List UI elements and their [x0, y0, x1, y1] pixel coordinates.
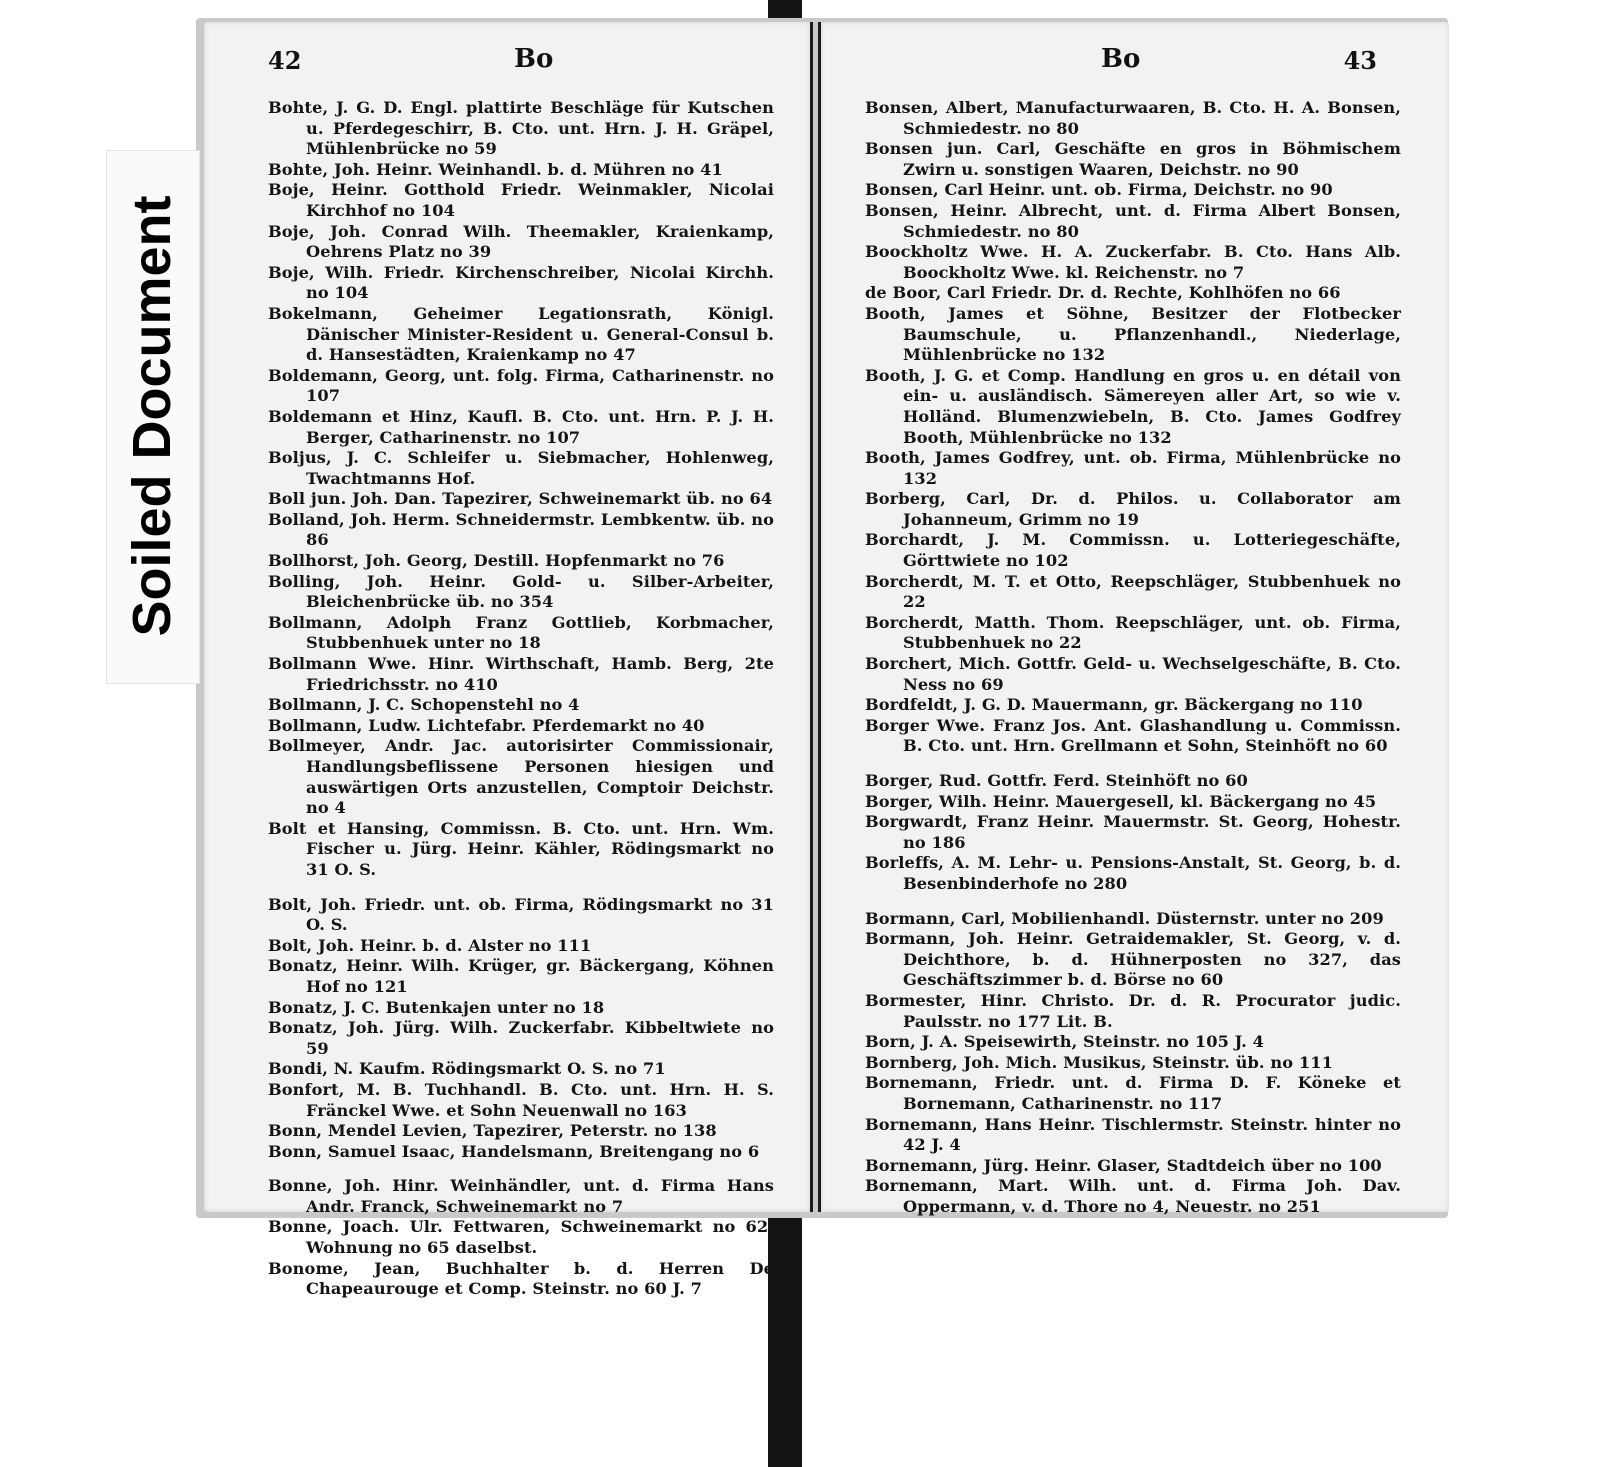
directory-entry: Bonne, Joh. Hinr. Weinhändler, unt. d. Firma Hans Andr. Franck, Schweinemarkt no 7 — [268, 1176, 774, 1216]
directory-entry: Bolt, Joh. Heinr. b. d. Alster no 111 — [268, 935, 592, 955]
directory-entry: Borcherdt, Matth. Thom. Reepschläger, unt. ob. Firma, Stubbenhuek no 22 — [865, 612, 1401, 653]
directory-entry: Bonome, Jean, Buchhalter b. d. Herren De Chapeaurouge et Comp. Steinstr. no 60 J. 7 — [268, 1258, 774, 1299]
directory-entry: Bonne, Joach. Ulr. Fettwaren, Schweinemarkt no 62, Wohnung no 65 daselbst. — [268, 1217, 774, 1258]
directory-entry: Booth, James Godfrey, unt. ob. Firma, Mühlenbrücke no 132 — [865, 448, 1401, 488]
left-page-running-head: Bo — [514, 44, 554, 74]
directory-entry: Borchert, Mich. Gottfr. Geld- u. Wechselgeschäfte, B. Cto. Ness no 69 — [865, 654, 1401, 694]
directory-entry: Borger Wwe. Franz Jos. Ant. Glashandlung u. Commissn. B. Cto. unt. Hrn. Grellmann et Sohn, Steinhöft no 60 — [865, 715, 1401, 756]
directory-entry: Bohte, J. G. D. Engl. plattirte Beschläge für Kutschen u. Pferdegeschirr, B. Cto. unt. Hrn. J. H. Gräpel, Mühlenbrücke no 59 — [268, 98, 774, 159]
directory-entry: Borchardt, J. M. Commissn. u. Lotteriegeschäfte, Görttwiete no 102 — [865, 530, 1401, 571]
right-page-header — [821, 22, 1449, 75]
directory-entry: Bonn, Mendel Levien, Tapezirer, Peterstr. no 138 — [268, 1121, 717, 1141]
directory-entry: Boll jun. Joh. Dan. Tapezirer, Schweinemarkt üb. no 64 — [268, 489, 773, 509]
right-page — [818, 22, 1449, 1216]
directory-entry: de Boor, Carl Friedr. Dr. d. Rechte, Kohlhöfen no 66 — [865, 283, 1341, 303]
directory-entry: Booth, James et Söhne, Besitzer der Flotbecker Baumschule, u. Pflanzenhandl., Niederlage, Mühlenbrücke no 132 — [865, 303, 1401, 365]
directory-entry: Boje, Wilh. Friedr. Kirchenschreiber, Nicolai Kirchh. no 104 — [268, 262, 774, 303]
left-page-number: 42 — [268, 46, 302, 75]
directory-entry: Boje, Joh. Conrad Wilh. Theemakler, Kraienkamp, Oehrens Platz no 39 — [268, 221, 774, 262]
directory-entry: Bolt, Joh. Friedr. unt. ob. Firma, Rödingsmarkt no 31 O. S. — [268, 894, 774, 935]
directory-entry: Boljus, J. C. Schleifer u. Siebmacher, Hohlenweg, Twachtmanns Hof. — [268, 448, 774, 488]
directory-entry: Bonsen, Carl Heinr. unt. ob. Firma, Deichstr. no 90 — [865, 180, 1333, 200]
left-page-header — [204, 22, 810, 75]
directory-entry: Bolt et Hansing, Commissn. B. Cto. unt. Hrn. Wm. Fischer u. Jürg. Heinr. Kähler, Rödingsmarkt no 31 O. S. — [268, 818, 774, 879]
directory-entry: Boockholtz Wwe. H. A. Zuckerfabr. B. Cto. Hans Alb. Boockholtz Wwe. kl. Reichenstr. no 7 — [865, 242, 1401, 282]
directory-entry: Bonfort, M. B. Tuchhandl. B. Cto. unt. Hrn. H. S. Fränckel Wwe. et Sohn Neuenwall no 163 — [268, 1079, 774, 1120]
directory-entry: Bornemann, Jürg. Heinr. Glaser, Stadtdeich über no 100 — [865, 1155, 1382, 1175]
directory-entry: Bonsen jun. Carl, Geschäfte en gros in Böhmischem Zwirn u. sonstigen Waaren, Deichstr. no 90 — [865, 139, 1401, 179]
directory-entry: Bonatz, Joh. Jürg. Wilh. Zuckerfabr. Kibbeltwiete no 59 — [268, 1018, 774, 1058]
directory-entry: Bonsen, Heinr. Albrecht, unt. d. Firma Albert Bonsen, Schmiedestr. no 80 — [865, 200, 1401, 241]
directory-entry: Booth, J. G. et Comp. Handlung en gros u. en détail von ein- u. ausländisch. Sämereyen aller Art, so wie v. Holländ. Blumenzwiebeln, B. Cto. James Godfrey Booth, Mühlenbrücke no 132 — [865, 365, 1401, 447]
directory-entry: Bollmann Wwe. Hinr. Wirthschaft, Hamb. Berg, 2te Friedrichsstr. no 410 — [268, 654, 774, 694]
directory-entry: Boje, Heinr. Gotthold Friedr. Weinmakler, Nicolai Kirchhof no 104 — [268, 180, 774, 220]
directory-entry: Bordfeldt, J. G. D. Mauermann, gr. Bäckergang no 110 — [865, 695, 1363, 715]
directory-entry: Bonatz, J. C. Butenkajen unter no 18 — [268, 997, 605, 1017]
directory-entry: Bollmann, J. C. Schopenstehl no 4 — [268, 695, 580, 715]
directory-entry: Borberg, Carl, Dr. d. Philos. u. Collaborator am Johanneum, Grimm no 19 — [865, 489, 1401, 529]
left-entry-list — [204, 68, 810, 1300]
directory-entry: Bornemann, Friedr. unt. d. Firma D. F. Köneke et Bornemann, Catharinenstr. no 117 — [865, 1073, 1401, 1113]
directory-entry: Bollhorst, Joh. Georg, Destill. Hopfenmarkt no 76 — [268, 551, 725, 571]
directory-entry: Bornberg, Joh. Mich. Musikus, Steinstr. üb. no 111 — [865, 1052, 1333, 1072]
directory-entry: Bolling, Joh. Heinr. Gold- u. Silber-Arbeiter, Bleichenbrücke üb. no 354 — [268, 571, 774, 612]
directory-entry: Borgwardt, Franz Heinr. Mauermstr. St. Georg, Hohestr. no 186 — [865, 812, 1401, 852]
directory-entry: Born, J. A. Speisewirth, Steinstr. no 105 J. 4 — [865, 1032, 1265, 1052]
directory-entry: Borleffs, A. M. Lehr- u. Pensions-Anstalt, St. Georg, b. d. Besenbinderhofe no 280 — [865, 853, 1401, 893]
directory-entry: Boldemann et Hinz, Kaufl. B. Cto. unt. Hrn. P. J. H. Berger, Catharinenstr. no 107 — [268, 406, 774, 447]
right-page-running-head: Bo — [1101, 44, 1141, 74]
directory-entry: Bokelmann, Geheimer Legationsrath, Königl. Dänischer Minister-Resident u. General-Consul b. d. Hansestädten, Kraienkamp no 47 — [268, 303, 774, 365]
directory-entry: Bornemann, Hans Heinr. Tischlermstr. Steinstr. hinter no 42 J. 4 — [865, 1114, 1401, 1155]
directory-entry: Bohte, Joh. Heinr. Weinhandl. b. d. Mühren no 41 — [268, 159, 723, 179]
directory-entry: Borger, Wilh. Heinr. Mauergesell, kl. Bäckergang no 45 — [865, 791, 1377, 811]
directory-entry: Bormann, Joh. Heinr. Getraidemakler, St. Georg, v. d. Deichthore, b. d. Hühnerposten no 327, das Geschäftszimmer b. d. Börse no 60 — [865, 929, 1401, 990]
directory-entry: Bonn, Samuel Isaac, Handelsmann, Breitengang no 6 — [268, 1141, 760, 1161]
right-entry-list — [821, 68, 1449, 1217]
directory-entry: Bonsen, Albert, Manufacturwaaren, B. Cto. H. A. Bonsen, Schmiedestr. no 80 — [865, 98, 1401, 138]
left-page — [204, 22, 813, 1299]
directory-entry: Borcherdt, M. T. et Otto, Reepschläger, Stubbenhuek no 22 — [865, 571, 1401, 612]
directory-entry: Bollmann, Adolph Franz Gottlieb, Korbmacher, Stubbenhuek unter no 18 — [268, 612, 774, 653]
directory-entry: Bormann, Carl, Mobilienhandl. Düsternstr. unter no 209 — [865, 908, 1384, 928]
directory-entry: Bornemann, Mart. Wilh. unt. d. Firma Joh. Dav. Oppermann, v. d. Thore no 4, Neuestr. no 251 — [865, 1176, 1401, 1216]
directory-entry: Bolland, Joh. Herm. Schneidermstr. Lembkentw. üb. no 86 — [268, 509, 774, 550]
directory-entry: Boldemann, Georg, unt. folg. Firma, Catharinenstr. no 107 — [268, 365, 774, 406]
soiled-document-label: Soiled Document — [122, 195, 182, 637]
directory-entry: Bollmeyer, Andr. Jac. autorisirter Commissionair, Handlungsbeflissene Personen hiesigen und auswärtigen Orts anzustellen, Comptoir Deichstr. no 4 — [268, 736, 774, 818]
directory-entry: Bormester, Hinr. Christo. Dr. d. R. Procurator judic. Paulsstr. no 177 Lit. B. — [865, 990, 1401, 1031]
directory-entry: Borger, Rud. Gottfr. Ferd. Steinhöft no 60 — [865, 771, 1248, 790]
directory-entry: Bondi, N. Kaufm. Rödingsmarkt O. S. no 71 — [268, 1059, 666, 1079]
directory-entry: Bonatz, Heinr. Wilh. Krüger, gr. Bäckergang, Köhnen Hof no 121 — [268, 956, 774, 996]
directory-entry: Bollmann, Ludw. Lichtefabr. Pferdemarkt no 40 — [268, 715, 705, 735]
right-page-number: 43 — [1343, 46, 1377, 75]
